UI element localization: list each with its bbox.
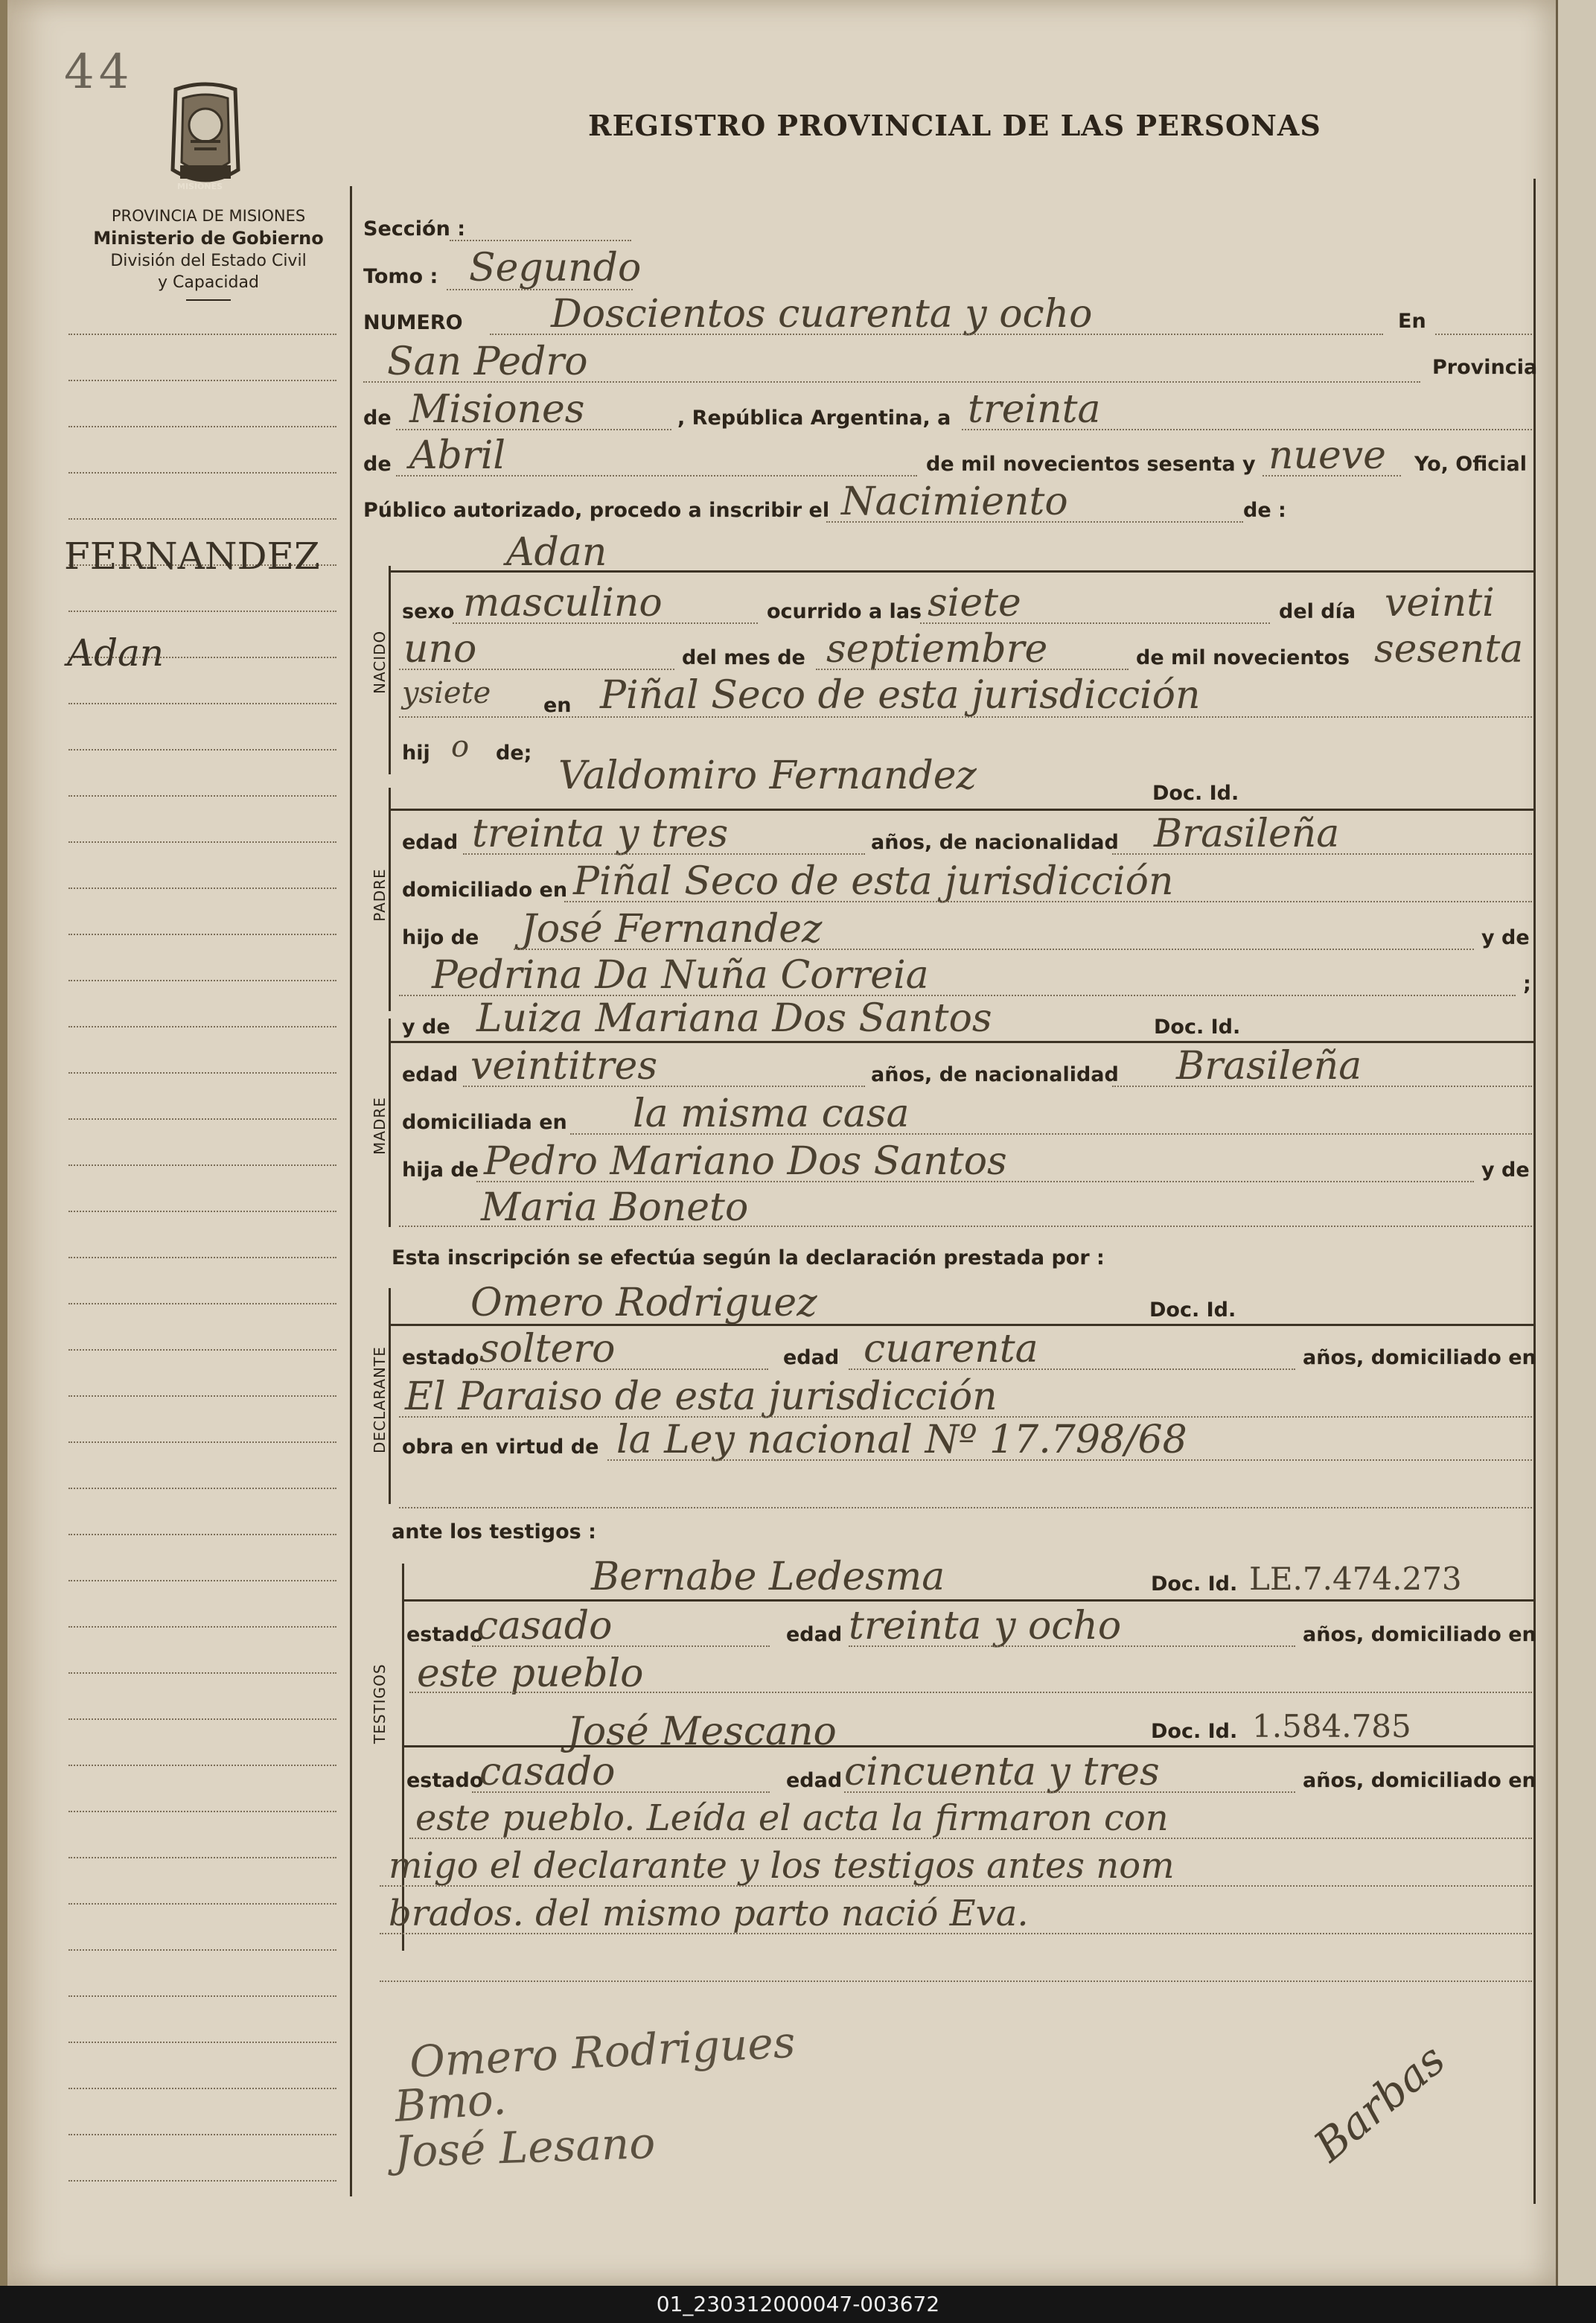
issuer-line-3: División del Estado Civil: [110, 252, 307, 270]
entry-mes-nac: septiembre: [826, 627, 1048, 672]
label-de-provincia: de: [363, 407, 392, 430]
margin-ruled-line: [68, 2134, 336, 2135]
entry-declarante-obra: la Ley nacional Nº 17.798/68: [616, 1418, 1187, 1462]
label-mil-novecientos: de mil novecientos sesenta y: [926, 453, 1256, 476]
rule-testigo2: [403, 1745, 1533, 1747]
rule-padre-nombre: [390, 809, 1533, 811]
label-de-colon: de :: [1243, 499, 1286, 522]
line-testigo2-estado: [472, 1791, 770, 1793]
label-testigo2-edad: edad: [786, 1769, 843, 1792]
nacido-bracket: [389, 566, 391, 774]
entry-cierre-1: este pueblo. Leída el acta la firmaron con: [415, 1797, 1169, 1839]
entry-madre-nac: Brasileña: [1176, 1044, 1362, 1089]
margin-ruled-line: [68, 380, 336, 381]
margin-ruled-line: [68, 1995, 336, 1997]
rule-testigo1: [403, 1599, 1533, 1602]
margin-ruled-line: [68, 518, 336, 520]
line-obra: [607, 1459, 1532, 1461]
margin-ruled-line: [68, 1211, 336, 1212]
line-padre-dom: [564, 901, 1532, 902]
line-cierre-2: [380, 1885, 1532, 1887]
entry-testigo1: Bernabe Ledesma: [591, 1555, 945, 1599]
label-republica: , República Argentina, a: [677, 407, 951, 430]
line-provincia: [396, 429, 671, 430]
entry-testigo1-estado: casado: [476, 1604, 613, 1648]
line-declarante-edad: [849, 1368, 1295, 1370]
label-sexo: sexo: [402, 600, 455, 623]
entry-dia: treinta: [968, 387, 1101, 432]
margin-ruled-line: [68, 2088, 336, 2089]
label-madre-edad: edad: [402, 1063, 459, 1086]
margin-ruled-line: [68, 1765, 336, 1766]
seal-caption: MISIONES: [177, 182, 223, 191]
issuer-divider: [186, 299, 231, 301]
label-hij-de: de;: [496, 742, 532, 765]
line-madre-nac: [1112, 1086, 1532, 1087]
line-madre-dom: [570, 1133, 1532, 1135]
label-testigo1-anos: años, domiciliado en: [1303, 1623, 1536, 1646]
madre-bracket: [389, 1019, 391, 1227]
label-padre-doc: Doc. Id.: [1152, 782, 1239, 805]
label-testigo2-anos: años, domiciliado en: [1303, 1769, 1536, 1792]
label-de-mes: de: [363, 453, 392, 476]
line-lugar-nac: [399, 716, 1532, 718]
page-number: 44: [64, 45, 134, 100]
label-testigo2-estado: estado: [406, 1769, 484, 1792]
caption-bar: [0, 2286, 1596, 2323]
line-madre-y-de: [399, 1226, 1532, 1227]
entry-nombre: Adan: [506, 530, 607, 575]
padre-bracket: [389, 788, 391, 1011]
label-hij: hij: [402, 742, 430, 765]
entry-madre-edad: veintitres: [470, 1044, 658, 1089]
entry-cierre-2: migo el declarante y los testigos antes nom: [389, 1845, 1175, 1887]
entry-padre-hijo-de: José Fernandez: [521, 907, 823, 952]
label-mil-nac: de mil novecientos: [1136, 646, 1350, 669]
entry-acto: Nacimiento: [841, 479, 1068, 524]
image-id-caption: 01_230312000047-003672: [656, 2292, 940, 2316]
label-publico: Público autorizado, procedo a inscribir el: [363, 499, 830, 522]
margin-ruled-line: [68, 1857, 336, 1858]
line-numero: [490, 334, 1383, 335]
entry-hij: o: [451, 730, 470, 764]
line-declarante-estado: [470, 1368, 768, 1370]
label-oficial: Yo, Oficial: [1414, 453, 1527, 476]
entry-provincia: Misiones: [409, 387, 585, 432]
margin-given-name: Adan: [67, 631, 165, 675]
label-numero: NUMERO: [363, 311, 463, 334]
provincial-seal-icon: [161, 82, 250, 194]
margin-ruled-line: [68, 1164, 336, 1166]
entry-tomo: Segundo: [469, 246, 642, 290]
entry-dia-nac-2: uno: [403, 627, 477, 672]
line-madre-hija-de: [476, 1181, 1474, 1182]
tag-testigos: TESTIGOS: [371, 1663, 389, 1744]
margin-surname: FERNANDEZ: [64, 535, 320, 578]
line-dia: [962, 429, 1532, 430]
margin-ruled-line: [68, 1072, 336, 1074]
margin-ruled-line: [68, 1949, 336, 1951]
label-padre-dom: domiciliado en: [402, 879, 568, 902]
entry-padre-dom: Piñal Seco de esta jurisdicción: [573, 859, 1174, 904]
entry-testigo2-estado: casado: [479, 1750, 616, 1794]
label-del-dia: del día: [1279, 600, 1356, 623]
line-cierre-3: [380, 1933, 1532, 1934]
label-madre-dom: domiciliada en: [402, 1111, 567, 1134]
line-obra-2: [399, 1507, 1532, 1508]
line-cierre-1: [409, 1838, 1532, 1839]
margin-ruled-line: [68, 1441, 336, 1443]
line-dia-nac: [399, 669, 674, 670]
entry-madre-hija-de: Pedro Mariano Dos Santos: [484, 1139, 1007, 1184]
entry-cierre-3: brados. del mismo parto nació Eva.: [389, 1893, 1029, 1934]
label-testigo2-doc: Doc. Id.: [1151, 1720, 1238, 1743]
margin-ruled-line: [68, 888, 336, 889]
label-padre-hijo-de: hijo de: [402, 926, 479, 949]
entry-mes: Abril: [409, 433, 505, 478]
margin-ruled-line: [68, 1395, 336, 1397]
label-padre-edad: edad: [402, 831, 459, 854]
entry-declarante-estado: soltero: [479, 1327, 616, 1371]
label-seccion: Sección :: [363, 217, 465, 240]
tag-nacido: NACIDO: [371, 630, 389, 694]
label-testigos: ante los testigos :: [392, 1520, 596, 1543]
label-declaracion: Esta inscripción se efectúa según la declaración prestada por :: [392, 1246, 1105, 1269]
line-mes: [396, 475, 917, 477]
line-testigo1-estado: [472, 1645, 770, 1647]
entry-hora: siete: [928, 581, 1021, 625]
line-en: [1435, 334, 1532, 335]
line-madre-edad: [463, 1086, 865, 1087]
issuer-line-1: PROVINCIA DE MISIONES: [111, 207, 306, 225]
line-padre-edad: [463, 853, 865, 855]
label-testigo1-doc: Doc. Id.: [1151, 1572, 1238, 1596]
line-tomo: [447, 289, 633, 290]
line-testigo1-edad: [849, 1645, 1295, 1647]
label-madre-y-de-2: y de: [1481, 1159, 1530, 1182]
main-left-border: [350, 186, 352, 2196]
margin-ruled-line: [68, 611, 336, 612]
entry-madre-nombre: Luiza Mariana Dos Santos: [476, 996, 992, 1041]
document-title: REGISTRO PROVINCIAL DE LAS PERSONAS: [588, 109, 1321, 142]
margin-ruled-line: [68, 1580, 336, 1581]
margin-ruled-line: [68, 1303, 336, 1304]
label-provincia: Provincia: [1432, 356, 1538, 379]
margin-ruled-line: [68, 841, 336, 843]
label-declarante-anos: años, domiciliado en: [1303, 1346, 1536, 1369]
margin-ruled-line: [68, 2180, 336, 2182]
entry-declarante-edad: cuarenta: [864, 1327, 1038, 1371]
entry-testigo2-doc: 1.584.785: [1252, 1708, 1411, 1744]
label-declarante-estado: estado: [402, 1346, 479, 1369]
line-lugar: [363, 381, 1420, 383]
line-anio: [1263, 475, 1401, 477]
label-declarante-doc: Doc. Id.: [1149, 1298, 1236, 1322]
entry-testigo2-edad: cincuenta y tres: [844, 1750, 1160, 1794]
line-testigo1-dom: [409, 1692, 1532, 1693]
label-testigo1-estado: estado: [406, 1623, 484, 1646]
margin-ruled-line: [68, 472, 336, 474]
entry-testigo1-doc: LE.7.474.273: [1249, 1561, 1462, 1597]
label-declarante-edad: edad: [783, 1346, 840, 1369]
tag-madre: MADRE: [371, 1097, 389, 1155]
rule-declarante: [390, 1324, 1533, 1326]
margin-ruled-line: [68, 1349, 336, 1351]
entry-padre-y-de: Pedrina Da Nuña Correia: [432, 953, 929, 998]
label-madre-doc: Doc. Id.: [1154, 1016, 1241, 1039]
margin-ruled-line: [68, 2042, 336, 2043]
line-sexo: [453, 622, 758, 624]
label-padre-y-de: y de: [1481, 926, 1530, 949]
entry-sexo: masculino: [463, 581, 663, 625]
entry-anio-nac-2: ysiete: [402, 676, 491, 710]
declarante-bracket: [389, 1288, 391, 1504]
label-madre-hija-de: hija de: [402, 1159, 479, 1182]
page-edge: [1556, 0, 1596, 2286]
entry-testigo1-dom: este pueblo: [417, 1651, 644, 1696]
signature-oficial: Barbas: [1304, 2033, 1455, 2172]
margin-ruled-line: [68, 1488, 336, 1489]
margin-ruled-line: [68, 1257, 336, 1258]
signature-testigo2: José Lesano: [393, 2117, 657, 2178]
entry-padre-nac: Brasileña: [1154, 812, 1340, 856]
entry-padre-nombre: Valdomiro Fernandez: [558, 753, 977, 798]
entry-declarante: Omero Rodriguez: [470, 1281, 817, 1325]
margin-ruled-line: [68, 1718, 336, 1720]
margin-ruled-line: [68, 749, 336, 751]
signature-testigo1: Bmo.: [392, 2073, 508, 2132]
entry-testigo1-edad: treinta y ocho: [849, 1604, 1122, 1648]
label-en: En: [1398, 310, 1426, 333]
label-padre-nac: años, de nacionalidad: [871, 831, 1119, 854]
line-mes-nac: [816, 669, 1129, 670]
entry-declarante-dom: El Paraiso de esta jurisdicción: [405, 1374, 998, 1419]
margin-ruled-line: [68, 334, 336, 335]
entry-testigo2: José Mescano: [567, 1709, 837, 1754]
margin-ruled-line: [68, 1626, 336, 1628]
tag-declarante: DECLARANTE: [371, 1346, 389, 1453]
line-hora: [920, 622, 1270, 624]
issuer-line-2: Ministerio de Gobierno: [93, 228, 324, 249]
entry-anio-nac-1: sesenta: [1374, 627, 1524, 672]
tag-padre: PADRE: [371, 868, 389, 922]
label-padre-semicolon: ;: [1523, 972, 1531, 995]
margin-ruled-line: [68, 1026, 336, 1027]
margin-ruled-line: [68, 980, 336, 981]
entry-anio: nueve: [1268, 433, 1386, 478]
margin-ruled-line: [68, 795, 336, 797]
entry-madre-dom: la misma casa: [633, 1092, 910, 1136]
margin-ruled-line: [68, 1534, 336, 1535]
entry-lugar: San Pedro: [387, 340, 588, 384]
margin-ruled-line: [68, 426, 336, 427]
label-obra: obra en virtud de: [402, 1435, 599, 1459]
entry-lugar-nac: Piñal Seco de esta jurisdicción: [600, 673, 1201, 718]
main-right-border: [1533, 179, 1536, 2204]
issuer-line-4: y Capacidad: [158, 273, 259, 292]
line-cierre-4: [380, 1981, 1532, 1982]
line-padre-nac: [1112, 853, 1532, 855]
label-madre-y-de: y de: [402, 1016, 450, 1039]
line-testigo2-edad: [844, 1791, 1295, 1793]
signature-declarante: Omero Rodrigues: [408, 2016, 797, 2088]
margin-ruled-line: [68, 1672, 336, 1674]
entry-madre-y-de: Maria Boneto: [481, 1185, 749, 1230]
line-acto: [826, 521, 1243, 523]
margin-ruled-line: [68, 1903, 336, 1905]
margin-ruled-line: [68, 934, 336, 935]
entry-dia-nac-1: veinti: [1385, 581, 1495, 625]
margin-ruled-line: [68, 1811, 336, 1812]
label-madre-nac: años, de nacionalidad: [871, 1063, 1119, 1086]
label-testigo1-edad: edad: [786, 1623, 843, 1646]
label-ocurrido: ocurrido a las: [767, 600, 922, 623]
rule-madre-nombre: [390, 1041, 1533, 1043]
issuer-block: [52, 207, 365, 301]
label-en-nac: en: [543, 694, 572, 717]
register-page: [7, 0, 1556, 2286]
entry-padre-edad: treinta y tres: [472, 812, 729, 856]
margin-ruled-line: [68, 703, 336, 704]
rule-nombre: [390, 570, 1533, 573]
label-tomo: Tomo :: [363, 265, 438, 288]
label-del-mes: del mes de: [682, 646, 805, 669]
line-seccion: [450, 240, 631, 241]
margin-ruled-line: [68, 1118, 336, 1120]
line-padre-hijo-de: [514, 949, 1474, 950]
entry-numero: Doscientos cuarenta y ocho: [551, 292, 1093, 337]
